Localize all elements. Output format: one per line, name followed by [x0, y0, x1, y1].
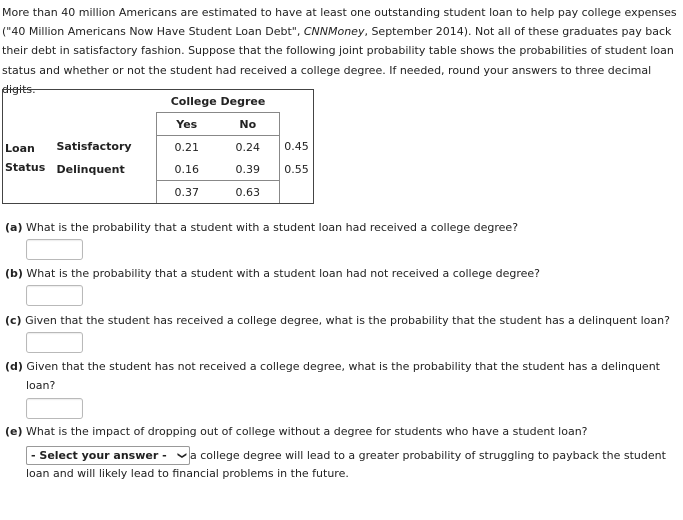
select-value: - Select your answer - [31, 449, 167, 462]
question-a: (a) What is the probability that a student with a student loan had received a college degree? [5, 221, 519, 234]
answer-e-select[interactable] [26, 446, 190, 465]
answer-d-input[interactable] [26, 398, 83, 419]
chevron-down-icon: ❯ [176, 451, 187, 460]
source-name: CNNMoney [303, 25, 365, 39]
question-e-statement-continued: loan and will likely lead to financial problems in the future. [26, 467, 349, 480]
question-e: (e) What is the impact of dropping out of college without a degree for students who have a student loan? [5, 425, 588, 438]
question-d-continued: loan? [26, 379, 56, 392]
question-b: (b) What is the probability that a student with a student loan had not received a college degree? [5, 267, 540, 280]
problem-intro: More than 40 million Americans are estimated to have at least one outstanding student loan to help pay college expenses ("40 Million Americans Now Have Student Loan Debt", CNNMoney, September 2014). Not all of these graduates pay back their debt in satisfactory fashion. Suppose that the following joint probability table shows the probabilities of student loan status and whether or not the student had received a college degree. If needed, round your answers to three decimal digits. [2, 6, 677, 96]
row-label-delinquent: Delinquent [56, 162, 125, 176]
joint-probability-table [2, 89, 314, 204]
col-header-no: No [217, 113, 280, 136]
cell-delinquent-yes: 0.16 [157, 158, 217, 181]
cell-satisfactory-no: 0.24 [217, 136, 280, 159]
question-d: (d) Given that the student has not received a college degree, what is the probability that the student has a delinquent [5, 360, 660, 373]
answer-a-input[interactable] [26, 239, 83, 260]
cell-delinquent-no: 0.39 [217, 158, 280, 181]
cell-total-no: 0.63 [217, 181, 280, 204]
cell-total-yes: 0.37 [157, 181, 217, 204]
col-header-yes: Yes [157, 113, 217, 136]
cell-satisfactory-yes: 0.21 [157, 136, 217, 159]
cell-satisfactory-total: 0.45 [280, 136, 314, 159]
question-e-statement: a college degree will lead to a greater probability of struggling to payback the student [190, 449, 666, 462]
question-c: (c) Given that the student has received a college degree, what is the probability that the student has a delinquent loan? [5, 314, 670, 327]
cell-delinquent-total: 0.55 [280, 158, 314, 181]
answer-b-input[interactable] [26, 285, 83, 306]
answer-c-input[interactable] [26, 332, 83, 353]
row-label-satisfactory: Satisfactory [56, 140, 132, 154]
college-degree-header: College Degree [157, 90, 280, 113]
loan-status-label: Loan Status [3, 136, 57, 181]
